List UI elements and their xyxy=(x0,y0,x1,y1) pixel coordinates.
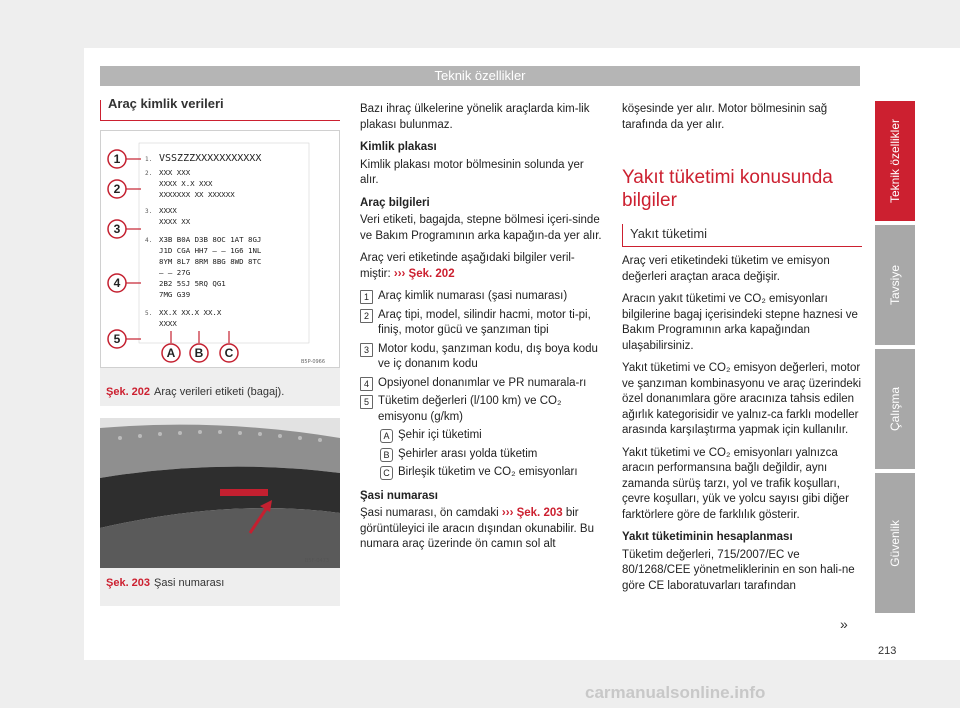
row-number: 2. xyxy=(145,170,153,177)
vin-plate xyxy=(220,489,268,496)
row-number: 1. xyxy=(145,156,153,163)
tab-tavsiye[interactable]: Tavsiye xyxy=(875,225,915,345)
data-label-list xyxy=(360,289,602,481)
label-row: 8YM 8L7 8RM 8BG 8WD 8TC xyxy=(159,257,262,266)
row-number: 3. xyxy=(145,208,153,215)
label-row: XXXXXXX XX XXXXXX xyxy=(159,190,235,199)
figure-code: B5F-0473 xyxy=(305,558,330,564)
consumption-sublist xyxy=(378,428,602,481)
figure-vehicle-data-label xyxy=(100,130,340,368)
paragraph: Şasi numarası, ön camdaki ››› Şek. 203 bir görüntüleyici ile aracın dışından okunabilir. Bu numara araç üzerinde ön camın sol alt xyxy=(360,507,594,550)
section-title-fuel: Yakıt tüketimi konusunda bilgiler xyxy=(622,167,833,211)
subtitle-marker xyxy=(622,224,623,246)
label-row: VSSZZZXXXXXXXXXXX xyxy=(159,153,262,164)
label-row: XXXX X.X XXX xyxy=(159,179,213,188)
letter-label: C xyxy=(224,346,234,360)
paragraph: köşesinde yer alır. Motor bölmesinin sağ tarafında da yer alır. xyxy=(622,103,828,131)
heading-calculation: Yakıt tüketiminin hesaplanması xyxy=(622,531,793,543)
label-row: XXXX XX xyxy=(159,217,191,226)
paragraph: Tüketim değerleri, 715/2007/EC ve 80/1268/CEE yönetmeliklerinin en son hali-ne göre CE laboratuvarları tarafından xyxy=(622,548,855,592)
list-item: 4 Opsiyonel donanımlar ve PR numarala-rı xyxy=(360,376,602,392)
vehicle-data-label-illustration xyxy=(101,131,339,367)
label-row: 7MG G39 xyxy=(159,290,191,299)
callout-number: 1 xyxy=(113,152,121,166)
continue-icon: » xyxy=(840,616,848,632)
list-item: 1 Araç kimlik numarası (şasi numarası) xyxy=(360,289,602,305)
label-row: — — 27G xyxy=(159,268,191,277)
list-item: 5 Tüketim değerleri (l/100 km) ve CO₂ emisyonu (g/km) A Şehir içi tüketimi B Şehirler arası yolda tüketim C Birleşik tüketim ve CO₂ emisyonları xyxy=(360,394,602,481)
section-title: Araç kimlik verileri xyxy=(108,96,224,111)
paragraph: Veri etiketi, bagajda, stepne bölmesi içeri-sinde ve Bakım Programının arka kapağın-da yer alır. xyxy=(360,214,602,242)
middle-column xyxy=(360,102,602,560)
figure-code: B5P-0966 xyxy=(301,359,326,365)
paragraph: Aracın yakıt tüketimi ve CO₂ emisyonları bilgilerine bagaj içerisindeki stepne haznesi ve Bakım Programının arka kapağından ulaşabilirsiniz. xyxy=(622,293,858,352)
label-row: XX.X XX.X XX.X xyxy=(159,308,222,317)
windscreen-illustration xyxy=(100,418,340,568)
paragraph: Bazı ihraç ülkelerine yönelik araçlarda kim-lik plakası bulunmaz. xyxy=(360,103,590,131)
paragraph: Yakıt tüketimi ve CO₂ emisyonları yalnızca aracın performansına bağlı değildir, aynı zamanda sürüş tarzı, yol ve trafik koşulları, çevre koşulları, yük ve yolcu sayısı gibi diğer farktörlere göre de farklılık gösterir. xyxy=(622,446,849,521)
callout-number: 4 xyxy=(113,276,121,290)
label-row: XXXX xyxy=(159,319,177,328)
title-rule xyxy=(100,120,340,121)
watermark: carmanualsonline.info xyxy=(585,683,766,702)
callout-number: 3 xyxy=(113,222,121,236)
list-item: 2 Araç tipi, model, silindir hacmi, motor ti-pi, finiş, motor gücü ve şanzıman tipi xyxy=(360,308,602,339)
page-number: 213 xyxy=(878,645,897,657)
tab-guvenlik[interactable]: Güvenlik xyxy=(875,473,915,613)
tab-teknik-ozellikler[interactable]: Teknik özellikler xyxy=(875,101,915,221)
list-item: C Birleşik tüketim ve CO₂ emisyonları xyxy=(378,465,602,481)
letter-label: B xyxy=(194,346,204,360)
paragraph: Araç veri etiketindeki tüketim ve emisyon değerleri araçtan araca değişir. xyxy=(622,255,830,283)
right-column-intro xyxy=(622,102,862,140)
list-item: 3 Motor kodu, şanzıman kodu, dış boya kodu ve iç donanım kodu xyxy=(360,342,602,373)
title-marker xyxy=(100,100,101,120)
heading-sasi-numarasi: Şasi numarası xyxy=(360,489,438,502)
label-row: XXXX xyxy=(159,206,177,215)
heading-kimlik-plakasi: Kimlik plakası xyxy=(360,141,437,153)
section-header: Teknik özellikler xyxy=(100,66,860,86)
callout-number: 5 xyxy=(113,332,121,346)
paragraph: Araç veri etiketinde aşağıdaki bilgiler veril-miştir: ››› Şek. 202 xyxy=(360,252,575,280)
paragraph: Kimlik plakası motor bölmesinin solunda yer alır. xyxy=(360,158,584,186)
figure-chassis-number xyxy=(100,418,340,568)
link-fig-202[interactable]: ››› Şek. 202 xyxy=(393,267,455,280)
row-number: 4. xyxy=(145,237,153,244)
row-number: 5. xyxy=(145,310,153,317)
link-fig-203[interactable]: ››› Şek. 203 xyxy=(501,507,563,519)
callout-number: 2 xyxy=(113,182,121,196)
subtitle-rule xyxy=(622,246,862,247)
figure-caption-202: Şek. 202 Araç verileri etiketi (bagaj). xyxy=(106,386,285,398)
label-row: XXX XXX xyxy=(159,168,191,177)
right-column xyxy=(622,254,862,601)
letter-label: A xyxy=(166,346,176,360)
tab-calisma[interactable]: Çalışma xyxy=(875,349,915,469)
list-item: B Şehirler arası yolda tüketim xyxy=(378,447,602,463)
label-row: X3B B0A D3B 8OC 1AT 8GJ xyxy=(159,235,262,244)
label-row: 2B2 5SJ 5RQ QG1 xyxy=(159,279,226,288)
label-row: J1D CGA HH7 — — 1G6 1NL xyxy=(159,246,262,255)
heading-arac-bilgileri: Araç bilgileri xyxy=(360,196,430,209)
subtitle-fuel-consumption: Yakıt tüketimi xyxy=(630,226,708,241)
list-item: A Şehir içi tüketimi xyxy=(378,428,602,444)
figure-caption-203: Şek. 203 Şasi numarası xyxy=(106,577,225,589)
paragraph: Yakıt tüketimi ve CO₂ emisyon değerleri, motor ve şanzıman kombinasyonu ve araç üzerindeki özel donanımlara göre aracınıza tahsis edilen ağırlık kategorisidir ve yalnız-ca farklı modeller arasında karşılaştırma yapmak için kullanılır. xyxy=(622,362,862,436)
